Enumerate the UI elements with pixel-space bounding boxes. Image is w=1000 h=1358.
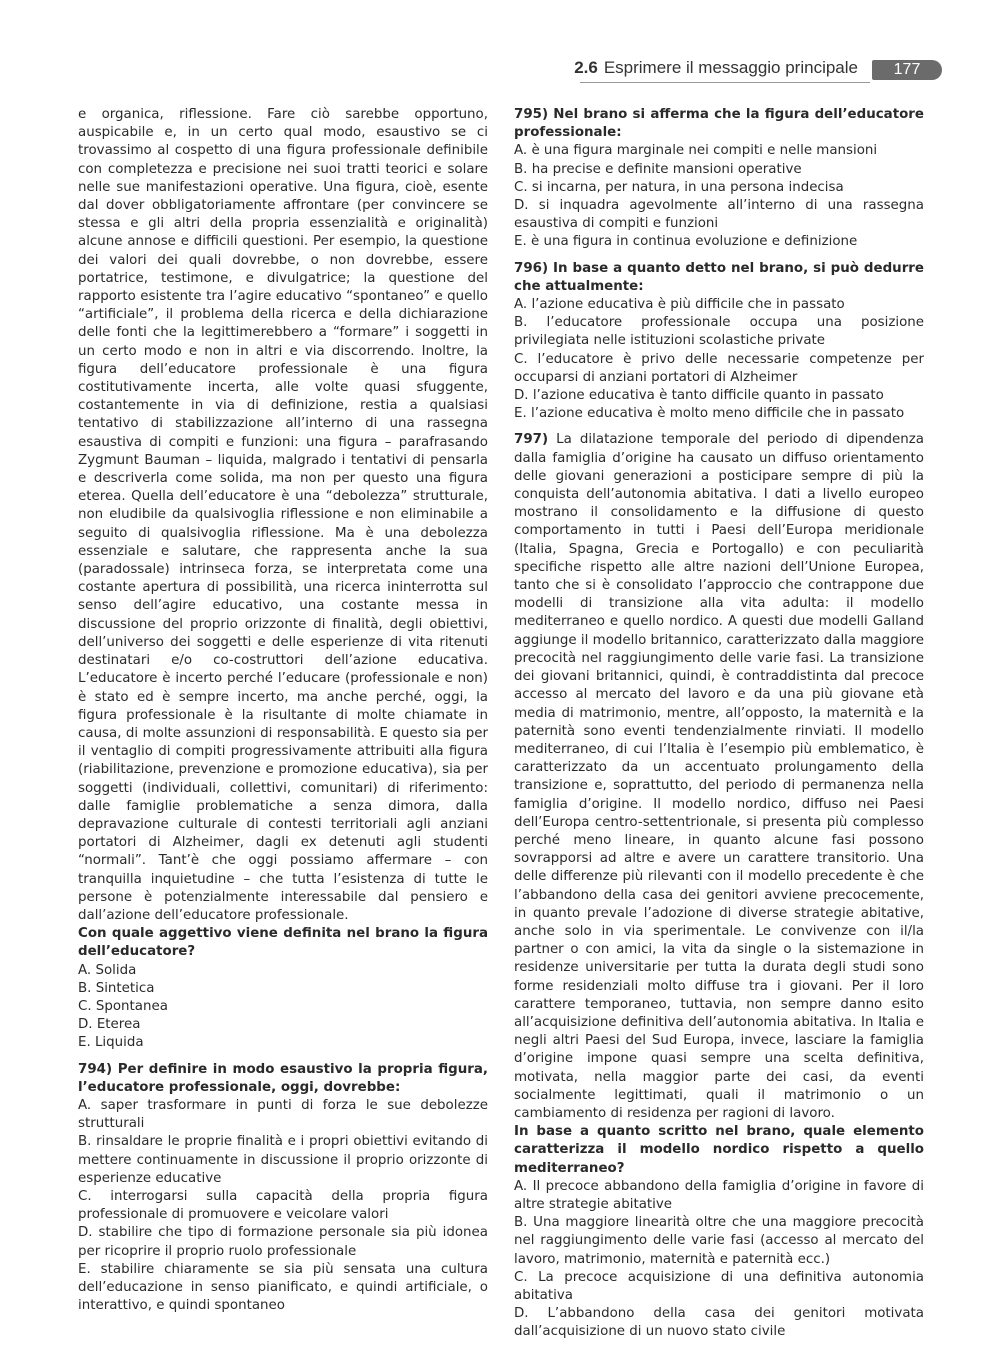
option: A. l’azione educativa è più difficile che in passato (514, 297, 845, 313)
question-number: 795) (514, 107, 549, 122)
right-column (514, 106, 924, 1342)
question-text: In base a quanto detto nel brano, si può dedurre che attualmente: (514, 260, 924, 294)
question-number: 796) (514, 260, 549, 276)
option: E. stabilire chiaramente se sia più sensata una cultura dell’educazione in senso pianificato, e quindi artificiale, o interattivo, e quindi spontaneo (78, 1261, 488, 1314)
header-rule (580, 82, 870, 83)
section-title: Esprimere il messaggio principale (603, 58, 858, 77)
option: D. l’azione educativa è tanto difficile quanto in passato (514, 388, 884, 404)
question-text: Nel brano si afferma che la figura dell’educatore professionale: (514, 107, 924, 141)
option: B. Sintetica (78, 980, 155, 996)
question-794 (78, 1061, 488, 1097)
running-header (0, 58, 1000, 84)
option: A. Il precoce abbandono della famiglia d’origine in favore di altre strategie abitative (514, 1178, 924, 1212)
question-796 (514, 260, 924, 296)
option: B. l’educatore professionale occupa una posizione privilegiata nelle istituzioni scolastiche private (514, 315, 924, 349)
option: C. Spontanea (78, 998, 168, 1014)
passage-text: e organica, riflessione. Fare ciò sarebbe opportuno, auspicabile e, in un certo qual modo, esaustivo se ci trovassimo al cospetto di una figura professionale definibile con completezza e precisione nei suoi tratti teorici e solare nelle sue manifestazioni operative. Una figura, cioè, esente dal dover obbligatoriamente affrontare (per convincere se stessa e gli altri della propria essenzialità e originalità) alcune annose e difficili questioni. Per esempio, la questione dei valori dei quali dovrebbe, o non dovrebbe, essere portatrice, testimone, e divulgatrice; la questione del rapporto esistente tra l’agire educativo “spontaneo” e quello “artificiale”, il problema della ricerca e della dichiarazione delle fonti che la legittimerebbero a “formare” i soggetti in un certo modo e non in altri e via discorrendo. Inoltre, la figura dell’educatore professionale è una figura costitutivamente incerta, alle volte quasi sfuggente, costantemente in via di definizione, restia a qualsiasi tentativo di stabilizzazione all’interno di una rassegna esaustiva di compiti e funzioni: una figura – parafrasando Zygmunt Bauman – liquida, malgrado i tentativi di pensarla e descriverla come solida, ma non per questo una figura eterea. Quella dell’educatore è una “debolezza” strutturale, non eludibile da qualsivoglia riflessione e non eliminabile a seguito di qualsivoglia riflessione. Ma è una debolezza essenziale e salutare, che rappresenta anche la sua (paradossale) intrinseca forza, se interpretata come una costante apertura di possibilità, una ricerca ininterrotta sul senso dell’agire educativo, una costante messa in discussione del proprio orizzonte di finalità, degli obiettivi, dell’universo dei soggetti e delle esperienze di vita ritenuti destinatari e/o co-costruttori dell’azione educativa. L’educatore è incerto perché l’educare (professionale e non) è stato ed è sempre incerto, ma anche perché, oggi, la figura professionale è la risultante di molte chiamate in causa, di molte assunzioni di responsabilità. E questo sia per il ventaglio di compiti progressivamente attribuiti alla figura (riabilitazione, prevenzione e promozione educativa), sia per soggetti (individuali, collettivi, comunitari) di riferimento: dalle famiglie problematiche a senza dimora, dalla depravazione culturale di contesti territoriali agli anziani portatori di Alzheimer, dagli ex detenuti agli studenti “normali”. Tant’è che oggi possiamo affermare – con tranquilla inquietudine – che tutta l’esistenza di tutte le persone è potenzialmente interessabile dal pensiero e dall’azione dell’educatore professionale. (78, 107, 488, 923)
option: E. Liquida (78, 1035, 144, 1051)
option: C. interrogarsi sulla capacità della propria figura professionale di promuovere e veicolare valori (78, 1188, 488, 1223)
left-column (78, 106, 488, 1315)
header-title (574, 58, 858, 78)
option: E. è una figura in continua evoluzione e definizione (514, 234, 858, 250)
question-793: Con quale aggettivo viene definita nel brano la figura dell’educatore? (78, 926, 488, 960)
option: C. l’educatore è privo delle necessarie competenze per occuparsi di anziani portatori di Alzheimer (514, 351, 924, 385)
option: A. saper trasformare in punti di forza le sue debolezze strutturali (78, 1097, 488, 1132)
option: B. Una maggiore linearità oltre che una maggiore precocità nel raggiungimento delle varie fasi (accesso al mercato del lavoro, matrimonio, maternità e paternità ecc.) (514, 1215, 924, 1267)
option: D. L’abbandono della casa dei genitori motivata dall’acquisizione di un nuovo stato civile (514, 1306, 924, 1340)
option: A. è una figura marginale nei compiti e nelle mansioni (514, 143, 878, 159)
option: C. La precoce acquisizione di una definitiva autonomia abitativa (514, 1269, 924, 1303)
option: D. si inquadra agevolmente all’interno di una rassegna esaustiva di compiti e funzioni (514, 198, 924, 232)
option: E. l’azione educativa è molto meno difficile che in passato (514, 406, 905, 422)
page-number: 177 (872, 60, 942, 80)
question-797: In base a quanto scritto nel brano, quale elemento caratterizza il modello nordico rispetto a quello mediterraneo? (514, 1124, 924, 1176)
question-795 (514, 106, 924, 142)
option: C. si incarna, per natura, in una persona indecisa (514, 179, 844, 195)
passage-text: La dilatazione temporale del periodo di dipendenza dalla famiglia d’origine ha causato un diffuso orientamento delle giovani generazioni a posticipare sempre di più la conquista dell’autonomia abitativa. I dati a livello europeo mostrano il consolidamento e la diffusione di questo comportamento in tutti i Paesi dell’Europa meridionale (Italia, Spagna, Grecia e Portogallo) e con peculiarità specifiche rispetto alle altre nazioni dell’Unione Europea, tanto che si è consolidato l’approccio che contrappone due modelli di transizione alla vita adulta: il modello mediterraneo e quello nordico. A questi due modelli Galland aggiunge il modello britannico, caratterizzato dalla maggiore precocità nel raggiungimento delle varie fasi. La transizione dei giovani britannici, quindi, è contraddistinta dal precoce accesso al mercato del lavoro e da una più giovane età media di matrimonio, mentre, all’opposto, la maternità e la paternità sono eventi tendenzialmente rinviati. Il modello mediterraneo, di cui l’Italia è l’esempio più emblematico, è caratterizzato da un accentuato prolungamento della transizione e, soprattutto, del periodo di permanenza nella famiglia d’origine. Il modello nordico, diffuso nei Paesi dell’Europa centro-settentrionale, si presenta più complesso perché meno lineare, in quanto alcune fasi possono sovrapporsi ad altre e avere un carattere transitorio. Una delle differenze più rilevanti con il modello precedente è che l’abbandono della casa dei genitori avviene precocemente, in quanto prevale l’adozione di diverse strategie abitative, anche solo in via sperimentale. Le convivenze con il/la partner o con amici, la vita da single o la sistemazione in residenze universitarie per tutta la durata degli studi sono forme residenziali molto diffuse tra i giovani. Per il loro carattere temporaneo, tuttavia, non sempre danno esito all’acquisizione definitiva dell’autonomia abitativa. In Italia e negli altri Paesi del Sud Europa, invece, lasciare la famiglia d’origine impone quasi sempre una scelta definitiva, motivata, nella maggior parte dei casi, da eventi socialmente legittimati, quali il matrimonio o un cambiamento di residenza per ragioni di lavoro. (514, 432, 924, 1121)
question-number: 797) (514, 432, 549, 448)
section-number: 2.6 (574, 58, 598, 77)
question-number: 794) (78, 1061, 113, 1077)
question-text: Per definire in modo esaustivo la propria figura, l’educatore professionale, oggi, dovrebbe: (78, 1061, 488, 1095)
option: D. stabilire che tipo di formazione personale sia più idonea per ricoprire il proprio ruolo professionale (78, 1225, 488, 1259)
option: A. Solida (78, 962, 137, 978)
option: B. ha precise e definite mansioni operative (514, 161, 802, 177)
option: D. Eterea (78, 1017, 141, 1033)
passage-797 (514, 431, 924, 1123)
option: B. rinsaldare le proprie finalità e i propri obiettivi evitando di mettere continuamente in discussione il proprio orizzonte di esperienze educative (78, 1134, 488, 1186)
